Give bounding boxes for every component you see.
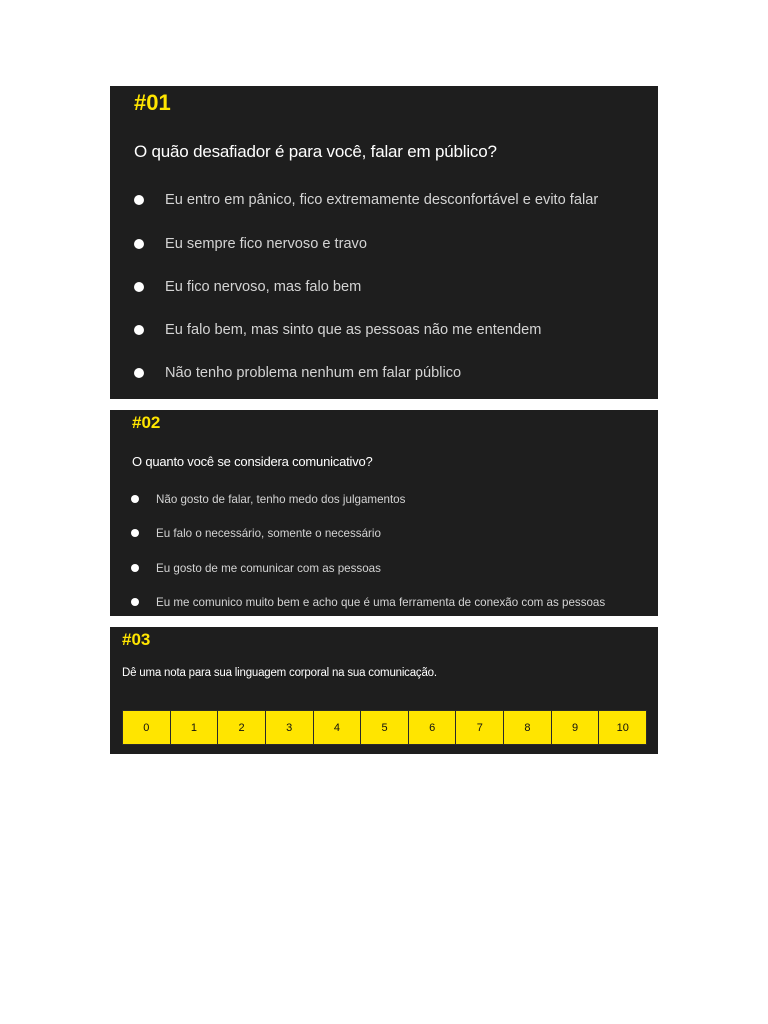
question-number: #02 xyxy=(132,413,161,432)
radio-option[interactable] xyxy=(134,234,367,254)
question-text: O quão desafiador é para você, falar em público? xyxy=(134,142,497,161)
radio-button-icon[interactable] xyxy=(131,598,139,606)
option-label: Eu gosto de me comunicar com as pessoas xyxy=(156,561,381,575)
rating-option-10[interactable]: 10 xyxy=(616,721,629,734)
question-text: O quanto você se considera comunicativo? xyxy=(132,454,373,469)
radio-button-icon[interactable] xyxy=(131,495,139,503)
option-label: Não gosto de falar, tenho medo dos julgamentos xyxy=(156,492,406,506)
radio-option[interactable] xyxy=(131,525,381,541)
question-number: #01 xyxy=(134,90,171,115)
option-label: Eu falo bem, mas sinto que as pessoas não me entendem xyxy=(165,322,542,338)
option-label: Eu entro em pânico, fico extremamente desconfortável e evito falar xyxy=(165,192,599,208)
radio-option[interactable] xyxy=(131,491,405,507)
rating-scale xyxy=(122,710,647,745)
option-label: Eu fico nervoso, mas falo bem xyxy=(165,279,362,295)
radio-option[interactable] xyxy=(134,363,461,383)
radio-button-icon[interactable] xyxy=(134,368,144,378)
rating-option-2[interactable]: 2 xyxy=(218,711,266,744)
rating-option-9[interactable]: 9 xyxy=(552,711,600,744)
radio-button-icon[interactable] xyxy=(134,325,144,335)
radio-option[interactable] xyxy=(131,560,381,576)
radio-option[interactable] xyxy=(134,320,541,340)
radio-button-icon[interactable] xyxy=(131,529,139,537)
radio-button-icon[interactable] xyxy=(131,564,139,572)
option-label: Não tenho problema nenhum em falar público xyxy=(165,365,462,381)
option-label: Eu falo o necessário, somente o necessário xyxy=(156,526,381,540)
rating-option-1[interactable]: 1 xyxy=(171,711,219,744)
radio-button-icon[interactable] xyxy=(134,282,144,292)
option-label: Eu me comunico muito bem e acho que é uma ferramenta de conexão com as pessoas xyxy=(156,595,606,609)
radio-option[interactable] xyxy=(134,190,598,210)
rating-option-4[interactable]: 4 xyxy=(314,711,362,744)
option-label: Eu sempre fico nervoso e travo xyxy=(165,236,367,252)
question-card-1 xyxy=(110,86,658,399)
question-card-3 xyxy=(110,627,658,754)
radio-option[interactable] xyxy=(134,277,361,297)
question-number: #03 xyxy=(122,630,151,649)
radio-button-icon[interactable] xyxy=(134,239,144,249)
question-text: Dê uma nota para sua linguagem corporal na sua comunicação. xyxy=(122,667,437,679)
radio-button-icon[interactable] xyxy=(134,195,144,205)
radio-option[interactable] xyxy=(131,594,605,610)
rating-option-8[interactable]: 8 xyxy=(504,711,552,744)
rating-option-6[interactable]: 6 xyxy=(409,711,457,744)
question-card-2 xyxy=(110,410,658,616)
rating-option-3[interactable]: 3 xyxy=(266,711,314,744)
rating-option-5[interactable]: 5 xyxy=(361,711,409,744)
rating-option-0[interactable]: 0 xyxy=(123,711,171,744)
rating-option-7[interactable]: 7 xyxy=(456,711,504,744)
